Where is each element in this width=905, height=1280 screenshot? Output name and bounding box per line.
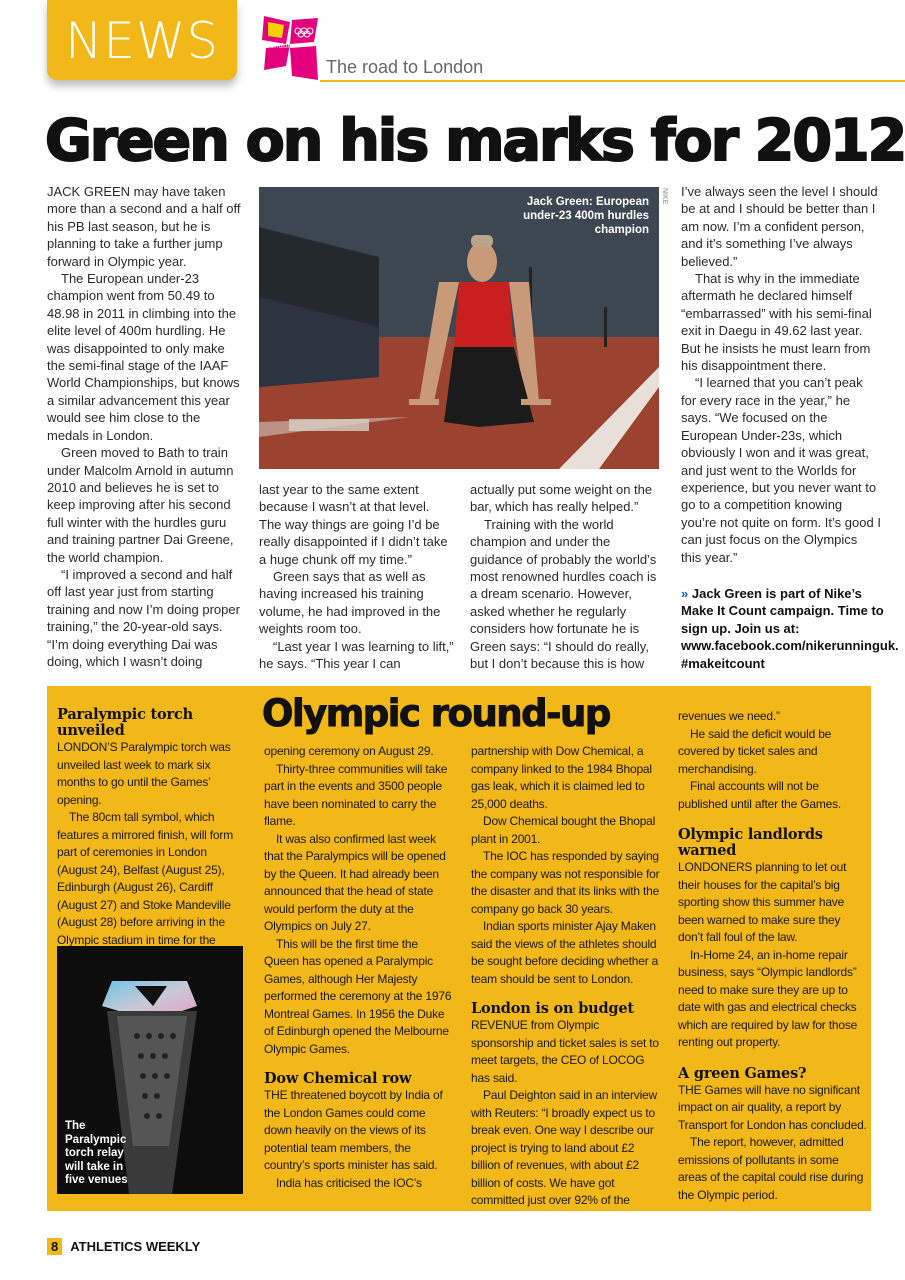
paragraph: last year to the same extent because I wasn’t at that level. The way things are going I’d be really disappointed if I didn’t take a huge chunk off my time.” <box>259 482 448 567</box>
paragraph: I’ve always seen the level I should be at and I should be better than I am now. I’m a confident person, and it’s something I’ve always believed.” <box>681 184 878 269</box>
paragraph: THE threatened boycott by India of the London Games could come down heavily on the views of its potential team members, the country’s sports minister has said. <box>264 1088 443 1172</box>
header-rule <box>320 80 905 82</box>
paragraph: The 80cm tall symbol, which features a mirrored finish, will form part of ceremonies in London (August 24), Belfast (August 25), Edinburgh (August 26), Cardiff (August 27) and Stoke Mandeville (August 28) before arriving in the Olympic stadium in time for the <box>57 810 233 947</box>
double-chevron-icon: » <box>681 586 689 601</box>
page-number: 8 <box>47 1238 62 1255</box>
paragraph: Paul Deighton said in an interview with Reuters: “I broadly expect us to break even. One way I describe our project is trying to land about £2 billion of revenues, with about £2 billion of costs. We have got committed just over 92% of the <box>471 1088 657 1207</box>
roundup-column-2 <box>264 743 454 1192</box>
roundup-column-1 <box>57 707 247 949</box>
paragraph: THE Games will have no significant impact on air quality, a report by Transport for London has concluded. <box>678 1082 867 1132</box>
paragraph: LONDONERS planning to let out their houses for the capital’s big sporting show this summer have been warned to make sure they don’t fall foul of the law. <box>678 860 847 944</box>
green-games-heading: A green Games? <box>678 1064 807 1082</box>
paragraph: Training with the world champion and under the guidance of probably the world’s most renowned hurdles coach is a dream scenario. However, asked whether he regularly considers how fortunate he is Green says: “I should do really, but I don’t because this is how <box>470 516 657 672</box>
news-section-tab <box>47 0 237 80</box>
paragraph: This will be the first time the Queen has opened a Paralympic Games, although Her Majesty performed the ceremony at the 1976 Montreal Games. In 1956 the Duke of Edinburgh opened the Melbourne Olympic Games. <box>264 936 452 1056</box>
article-column-2 <box>259 481 454 672</box>
article-column-1 <box>47 183 242 670</box>
roundup-column-3 <box>471 743 661 1210</box>
torch-caption: The Paralympic torch relay will take in five venues <box>65 1120 128 1186</box>
paragraph: In-Home 24, an in-home repair business, says “Olympic landlords” need to make sure they are up to date with gas and electrical checks which are required by law for those renting out property. <box>678 947 858 1049</box>
paragraph: Thirty-three communities will take part in the events and 3500 people have been nominated to carry the flame. <box>264 761 448 828</box>
paragraph: “I improved a second and half off last year just from starting training and now I’m doing proper training,” the 20-year-old says. “I’m doing everything Dai was doing, which I wasn’t doing <box>47 566 240 669</box>
paragraph: “I learned that you can’t peak for every race in the year,” he says. “We focused on the European Under-23s, which obviously I won and it was great, and just went to the Worlds for experience, but you never want to go to a competition knowing you’re not quite on form. It’s good I can just focus on the Olympics this year.” <box>681 375 881 565</box>
promo-text: Jack Green is part of Nike’s Make It Count campaign. Time to sign up. Join us at: www.facebook.com/nikerunninguk. #makeitcount <box>681 586 899 671</box>
magazine-name: ATHLETICS WEEKLY <box>70 1238 201 1254</box>
paragraph: “Last year I was learning to lift,” he says. “This year I can <box>259 638 454 672</box>
paragraph: partnership with Dow Chemical, a company linked to the 1984 Bhopal gas leak, which it is claimed led to 25,000 deaths. <box>471 744 652 811</box>
roundup-title: Olympic round-up <box>262 692 610 735</box>
photo-credit: NIKE <box>661 188 668 205</box>
paragraph: It was also confirmed last week that the Paralympics will be opened by the Queen. It had already been announced that the head of state would perform the duty at the Olympics on July 27. <box>264 831 446 933</box>
london-2012-logo <box>260 14 320 84</box>
page-footer <box>47 1237 200 1255</box>
paragraph: Green moved to Bath to train under Malcolm Arnold in autumn 2010 and believes he is set to keep improving after his second full winter with the hurdles guru and training partner Dai Greene, the world champion. <box>47 445 234 565</box>
paragraph: India has criticised the IOC’s <box>276 1175 422 1190</box>
paragraph: The European under-23 champion went from 50.49 to 48.98 in 2011 in climbing into the elite level of 400m hurdling. He was disappointed to only make the semi-final stage of the IAAF World Championships, but knows a similar advancement this year would see him close to the medals in London. <box>47 271 240 443</box>
paragraph: Indian sports minister Ajay Maken said the views of the athletes should be sought before deciding whether a team should be sent to London. <box>471 919 659 986</box>
budget-heading: London is on budget <box>471 1000 634 1017</box>
paragraph: LONDON’S Paralympic torch was unveiled last week to mark six months to go until the Games’ opening. <box>57 740 231 807</box>
roundup-column-4 <box>678 708 868 1204</box>
headline: Green on his marks for 2012 <box>45 108 905 174</box>
dow-heading: Dow Chemical row <box>264 1070 412 1087</box>
paragraph: Final accounts will not be published until after the Games. <box>678 779 842 811</box>
paragraph: actually put some weight on the bar, which has really helped.” <box>470 482 653 515</box>
article-column-4 <box>681 183 881 566</box>
paragraph: revenues we need.” <box>678 709 780 723</box>
paragraph: JACK GREEN may have taken more than a second and a half off his PB last season, but he is planning to take a further jump forward in Olympic year. <box>47 184 241 269</box>
logo-word: london <box>268 42 292 50</box>
paragraph: REVENUE from Olympic sponsorship and ticket sales is set to meet targets, the CEO of LOCOG has said. <box>471 1018 659 1085</box>
section-label: NEWS <box>65 12 220 70</box>
torch-heading: Paralympic torch unveiled <box>57 706 193 739</box>
paragraph: The IOC has responded by saying the company was not responsible for the disaster and that its links with the company go back 30 years. <box>471 849 660 916</box>
paragraph: opening ceremony on August 29. <box>264 744 434 758</box>
landlords-heading: Olympic landlords warned <box>678 826 823 859</box>
jack-green-photo <box>259 187 659 469</box>
paragraph: Green says that as well as having increased his training volume, he had improved in the weights room too. <box>259 569 441 637</box>
photo-caption: Jack Green: European under-23 400m hurdles champion <box>523 196 649 236</box>
paragraph: Dow Chemical bought the Bhopal plant in 2001. <box>471 814 656 846</box>
paragraph: He said the deficit would be covered by ticket sales and merchandising. <box>678 726 832 776</box>
paragraph: The report, however, admitted emissions of pollutants in some areas of the capital could rise during the Olympic period. <box>678 1135 864 1202</box>
strapline: The road to London <box>326 57 484 77</box>
paragraph: That is why in the immediate aftermath he declared himself “embarrassed” with his semi-final exit in Daegu in 49.62 last year. But he insists he must learn from his disappointment there. <box>681 271 872 374</box>
promo-box <box>681 585 899 672</box>
article-column-3 <box>470 481 665 672</box>
